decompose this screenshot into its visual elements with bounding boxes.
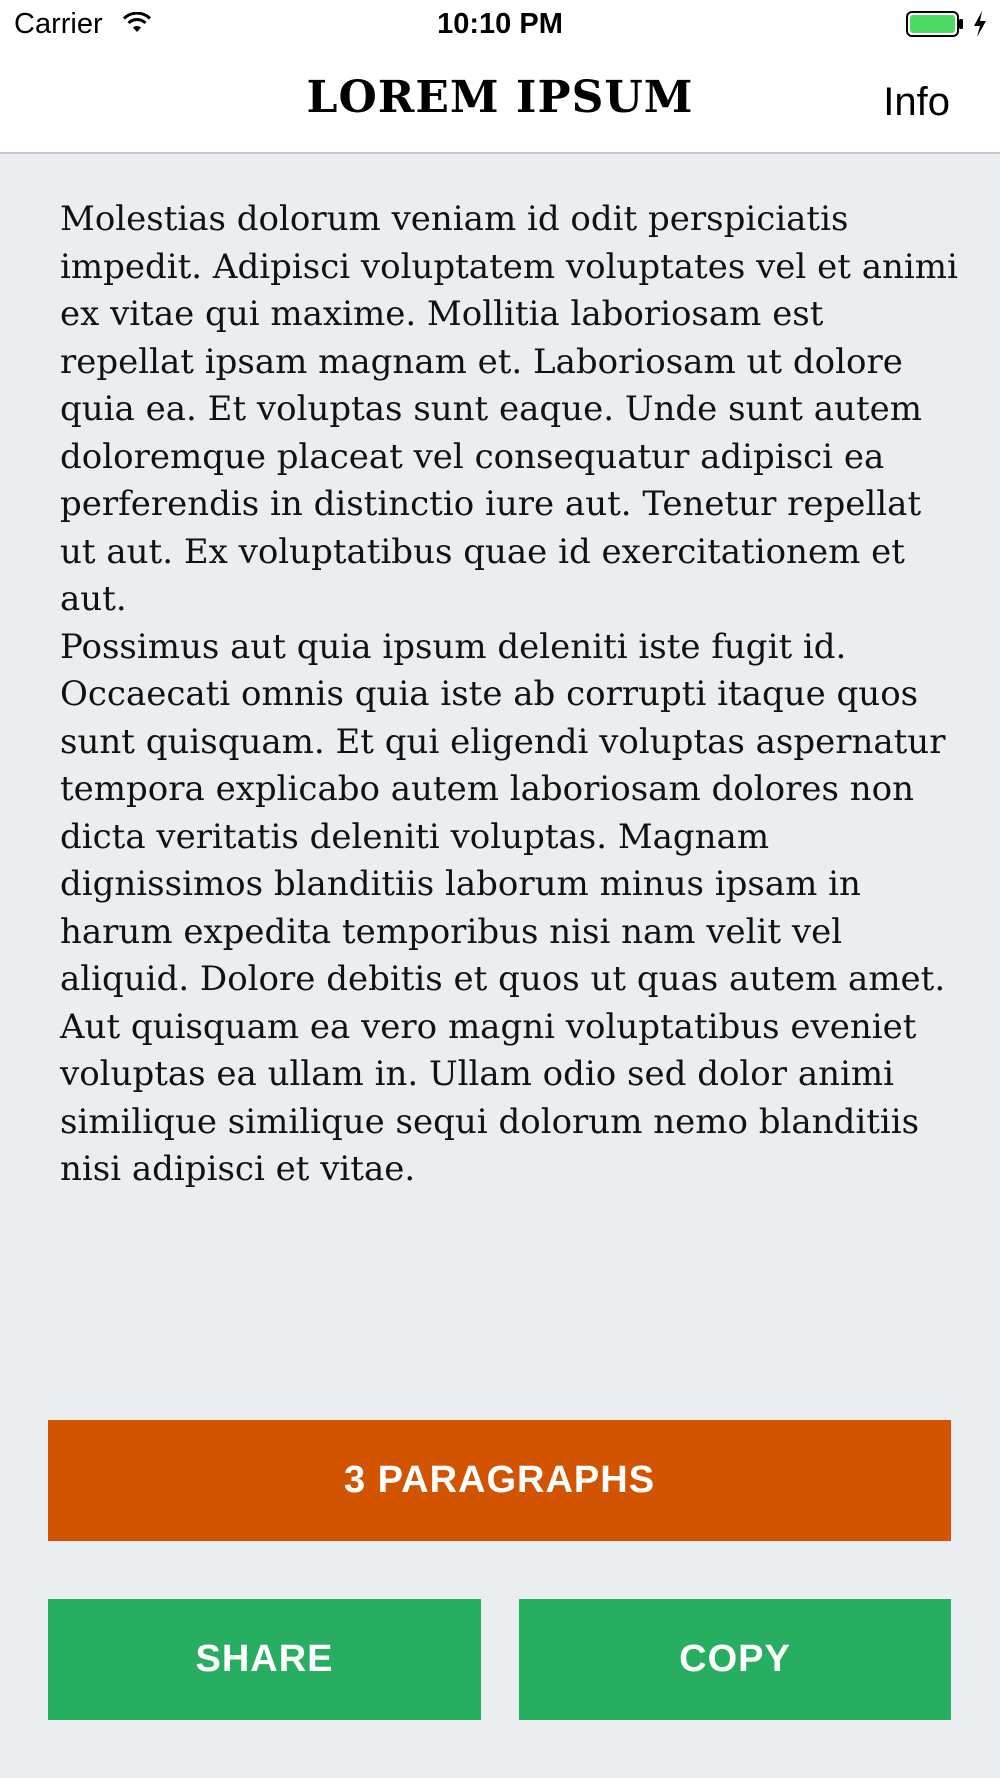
paragraph-count-button[interactable]: 3 PARAGRAPHS [48, 1420, 951, 1541]
copy-button[interactable]: COPY [519, 1599, 951, 1720]
status-bar [0, 0, 1000, 50]
share-button[interactable]: SHARE [48, 1599, 481, 1720]
charging-bolt-icon [972, 10, 988, 38]
paragraph: Possimus aut quia ipsum deleniti iste fugit id. Occaecati omnis quia iste ab corrupti itaque quos sunt quisquam. Et qui eligendi voluptas aspernatur tempora explicabo autem laboriosam dolores non dicta veritatis deleniti voluptas. Magnam dignissimos blanditiis laborum minus ipsam in harum expedita temporibus nisi nam velit vel aliquid. Dolore debitis et quos ut quas autem amet. Aut quisquam ea vero magni voluptatibus eveniet voluptas ea ullam in. Ullam odio sed dolor animi similique similique sequi dolorum nemo blanditiis nisi adipisci et vitae. [60, 626, 946, 1189]
page-title: LOREM IPSUM [306, 72, 694, 123]
lorem-text-content [60, 196, 960, 1194]
paragraph: Molestias dolorum veniam id odit perspiciatis impedit. Adipisci voluptatem voluptates vel et animi ex vitae qui maxime. Mollitia laboriosam est repellat ipsam magnam et. Laboriosam ut dolore quia ea. Et voluptas sunt eaque. Unde sunt autem doloremque placeat vel consequatur adipisci ea perferendis in distinctio iure aut. Tenetur repellat ut aut. Ex voluptatibus quae id exercitationem et aut. [60, 199, 958, 619]
carrier-label: Carrier [14, 8, 103, 40]
navigation-bar [0, 50, 1000, 154]
info-button[interactable]: Info [883, 80, 950, 124]
status-time: 10:10 PM [437, 8, 563, 40]
battery-icon [906, 11, 964, 37]
